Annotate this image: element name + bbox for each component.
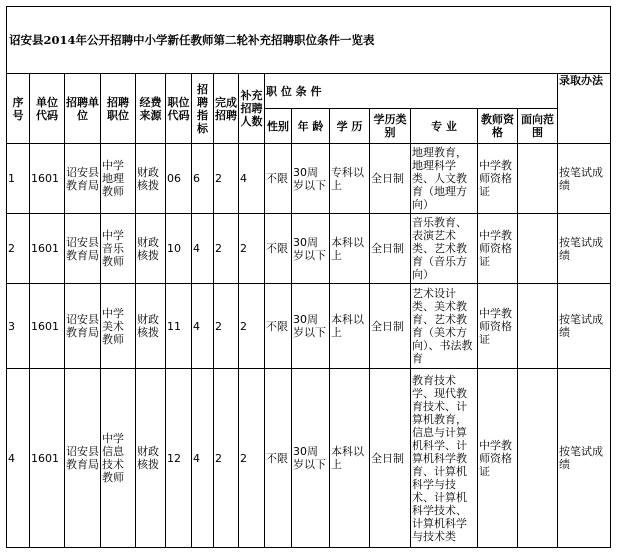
cell-qualification: 中学教师资格证 — [478, 144, 518, 214]
cell-major: 艺术设计类、美术教育、艺术教育（美术方向）、书法教育 — [411, 284, 478, 369]
header-conditions: 职 位 条 件 — [265, 74, 558, 109]
cell-supplement: 2 — [239, 369, 265, 548]
header-education: 学 历 — [330, 109, 370, 144]
cell-age: 30周岁以下 — [292, 284, 330, 369]
cell-funding: 财政核拨 — [136, 214, 166, 284]
header-gender: 性别 — [265, 109, 292, 144]
cell-supplement: 2 — [239, 284, 265, 369]
cell-gender: 不限 — [265, 144, 292, 214]
cell-major: 地理教育，地理科学类、人文教育（地理方向） — [411, 144, 478, 214]
cell-funding: 财政核拨 — [136, 284, 166, 369]
cell-education: 本科以上 — [330, 369, 370, 548]
cell-target — [518, 369, 558, 548]
table-title: 诏安县2014年公开招聘中小学新任教师第二轮补充招聘职位条件一览表 — [7, 7, 611, 74]
recruitment-table — [6, 6, 611, 548]
cell-qualification: 中学教师资格证 — [478, 214, 518, 284]
cell-target — [518, 214, 558, 284]
header-age: 年 龄 — [292, 109, 330, 144]
header-method: 录取办法 — [558, 74, 611, 144]
cell-quota: 4 — [192, 369, 214, 548]
cell-filled: 2 — [214, 369, 239, 548]
cell-target — [518, 144, 558, 214]
cell-quota: 4 — [192, 214, 214, 284]
header-position: 招聘职位 — [101, 74, 136, 144]
table-row — [7, 144, 611, 214]
cell-edu-type: 全日制 — [370, 369, 411, 548]
cell-seq: 3 — [7, 284, 30, 369]
cell-position-code: 06 — [166, 144, 192, 214]
cell-unit-code: 1601 — [30, 214, 65, 284]
header-seq: 序号 — [7, 74, 30, 144]
header-edu-type: 学历类别 — [370, 109, 411, 144]
cell-funding: 财政核拨 — [136, 369, 166, 548]
cell-unit: 诏安县教育局 — [65, 284, 101, 369]
cell-unit-code: 1601 — [30, 144, 65, 214]
cell-funding: 财政核拨 — [136, 144, 166, 214]
cell-position: 中学美术教师 — [101, 284, 136, 369]
cell-education: 本科以上 — [330, 284, 370, 369]
cell-unit-code: 1601 — [30, 284, 65, 369]
cell-age: 30周岁以下 — [292, 144, 330, 214]
cell-position-code: 11 — [166, 284, 192, 369]
cell-edu-type: 全日制 — [370, 214, 411, 284]
header-quota: 招聘指标 — [192, 74, 214, 144]
cell-age: 30周岁以下 — [292, 214, 330, 284]
header-supplement: 补充招聘人数 — [239, 74, 265, 144]
cell-seq: 4 — [7, 369, 30, 548]
table-row — [7, 214, 611, 284]
cell-gender: 不限 — [265, 369, 292, 548]
cell-unit-code: 1601 — [30, 369, 65, 548]
cell-quota: 4 — [192, 284, 214, 369]
cell-filled: 2 — [214, 214, 239, 284]
cell-quota: 6 — [192, 144, 214, 214]
cell-age: 30周岁以下 — [292, 369, 330, 548]
cell-target — [518, 284, 558, 369]
header-position-code: 职位代码 — [166, 74, 192, 144]
cell-position: 中学音乐教师 — [101, 214, 136, 284]
cell-gender: 不限 — [265, 214, 292, 284]
cell-qualification: 中学教师资格证 — [478, 369, 518, 548]
header-funding: 经费来源 — [136, 74, 166, 144]
header-unit: 招聘单位 — [65, 74, 101, 144]
cell-gender: 不限 — [265, 284, 292, 369]
cell-method: 按笔试成绩 — [558, 284, 611, 369]
cell-filled: 2 — [214, 284, 239, 369]
cell-seq: 2 — [7, 214, 30, 284]
cell-position: 中学地理教师 — [101, 144, 136, 214]
cell-unit: 诏安县教育局 — [65, 214, 101, 284]
cell-method: 按笔试成绩 — [558, 369, 611, 548]
table-row — [7, 369, 611, 548]
header-major: 专 业 — [411, 109, 478, 144]
cell-education: 专科以上 — [330, 144, 370, 214]
cell-edu-type: 全日制 — [370, 284, 411, 369]
cell-edu-type: 全日制 — [370, 144, 411, 214]
cell-position: 中学信息技术教师 — [101, 369, 136, 548]
header-target: 面向范围 — [518, 109, 558, 144]
cell-major: 教育技术学、现代教育技术、计算机教育，信息与计算机科学、计算机科学教育、计算机科学与技术、计算机科学技术、计算机科学与技术类 — [411, 369, 478, 548]
cell-filled: 2 — [214, 144, 239, 214]
cell-position-code: 10 — [166, 214, 192, 284]
cell-supplement: 2 — [239, 214, 265, 284]
cell-method: 按笔试成绩 — [558, 144, 611, 214]
header-qualification: 教师资格 — [478, 109, 518, 144]
table-row — [7, 284, 611, 369]
cell-education: 本科以上 — [330, 214, 370, 284]
cell-seq: 1 — [7, 144, 30, 214]
cell-unit: 诏安县教育局 — [65, 369, 101, 548]
header-unit-code: 单位代码 — [30, 74, 65, 144]
cell-method: 按笔试成绩 — [558, 214, 611, 284]
cell-supplement: 4 — [239, 144, 265, 214]
cell-unit: 诏安县教育局 — [65, 144, 101, 214]
cell-qualification: 中学教师资格证 — [478, 284, 518, 369]
header-filled: 完成招聘 — [214, 74, 239, 144]
cell-position-code: 12 — [166, 369, 192, 548]
cell-major: 音乐教育、表演艺术类、艺术教育（音乐方向） — [411, 214, 478, 284]
